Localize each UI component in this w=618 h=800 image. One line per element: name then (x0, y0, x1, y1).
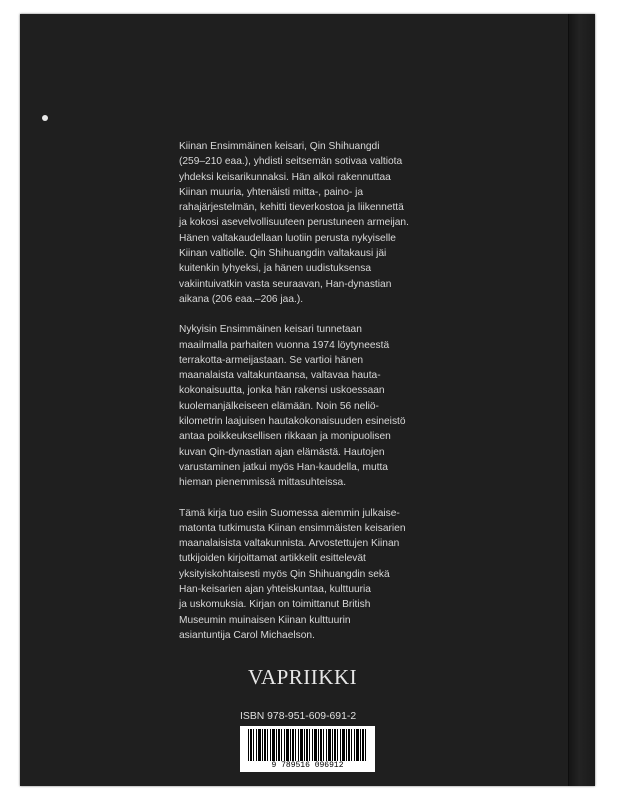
text-line: maailmalla parhaiten vuonna 1974 löytyneestä (179, 339, 390, 351)
barcode-number: 9 789516 096912 (271, 761, 344, 770)
blurb-paragraph-3 (179, 506, 439, 644)
blurb-paragraph-2 (179, 322, 439, 490)
book-back-cover (20, 14, 595, 786)
text-line: kilometrin laajuisen hautakokonaisuuden esineistö (179, 416, 406, 428)
isbn-label: ISBN 978-951-609-691-2 (240, 711, 357, 722)
text-line: maanalaisista valtakunnista. Arvostettujen Kiinan (179, 538, 400, 550)
text-line: Han-keisarien ajan yhteiskuntaa, kulttuuria (179, 584, 371, 596)
text-line: tutkijoiden kirjoittamat artikkelit esittelevät (179, 553, 366, 565)
text-line: matonta tutkimusta Kiinan ensimmäisten keisarien (179, 522, 406, 534)
text-line: varustaminen jatkui myös Han-kaudella, mutta (179, 461, 388, 473)
text-line: (259–210 eaa.), yhdisti seitsemän sotivaa valtiota (179, 156, 403, 168)
text-line: Kiinan muuria, yhtenäisti mitta-, paino- ja (179, 186, 364, 198)
text-line: maanalaista valtakuntaansa, valtavaa hauta- (179, 370, 381, 382)
text-line: Nykyisin Ensimmäinen keisari tunnetaan (179, 324, 362, 336)
text-line: ja kokosi asevelvollisuuteen perustuneen armeijan. (179, 217, 409, 229)
text-line: rahajärjestelmän, kehitti tieverkostoa ja liikennettä (179, 202, 404, 214)
text-line: ja uskomuksia. Kirjan on toimittanut British (179, 599, 371, 611)
text-line: yksityiskohtaisesti myös Qin Shihuangdin sekä (179, 568, 390, 580)
blurb-text (179, 139, 439, 658)
blurb-paragraph-1 (179, 139, 439, 307)
book-spine (568, 14, 595, 786)
barcode-bars (248, 729, 367, 761)
text-line: hieman pienemmissä mittasuhteissa. (179, 477, 347, 489)
text-line: kuvan Qin-dynastian ajan elämästä. Hautojen (179, 446, 385, 458)
text-line: antaa poikkeuksellisen rikkaan ja monipuolisen (179, 431, 391, 443)
text-line: Hänen valtakaudellaan luotiin perusta nykyiselle (179, 232, 396, 244)
publisher-logo: VAPRIIKKI (248, 665, 358, 689)
text-line: Kiinan valtiolle. Qin Shihuangdin valtakausi jäi (179, 248, 387, 260)
text-line: aikana (206 eaa.–206 jaa.). (179, 293, 304, 305)
text-line: kuolemanjälkeiseen elämään. Noin 56 neliö- (179, 400, 379, 412)
text-line: kuitenkin lyhyeksi, ja hänen uudistuksensa (179, 263, 371, 275)
text-line: Tämä kirja tuo esiin Suomessa aiemmin julkaise- (179, 507, 400, 519)
text-line: asiantuntija Carol Michaelson. (179, 629, 315, 641)
punch-hole (42, 115, 48, 121)
text-line: Kiinan Ensimmäinen keisari, Qin Shihuangdi (179, 141, 380, 152)
text-line: kokonaisuutta, jonka hän rakensi uskoessaan (179, 385, 385, 397)
text-line: vakiintuivatkin vasta seuraavan, Han-dynastian (179, 278, 392, 290)
text-line: terrakotta-armeijastaan. Se vartioi hänen (179, 354, 364, 366)
barcode (240, 726, 375, 772)
text-line: yhdeksi keisarikunnaksi. Hän alkoi rakennuttaa (179, 171, 391, 183)
text-line: Museumin muinaisen Kiinan kulttuurin (179, 614, 351, 626)
